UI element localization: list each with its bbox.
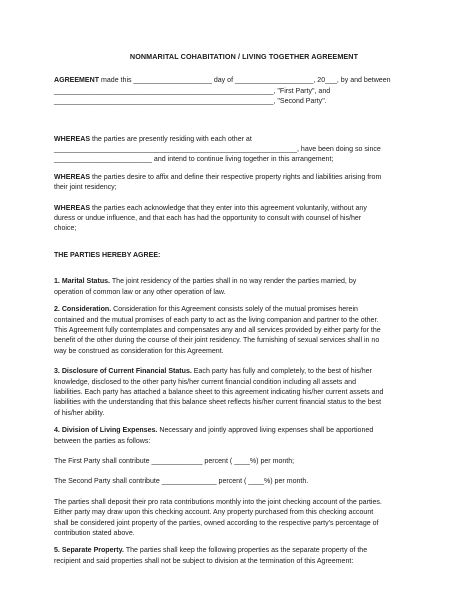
section-2-line-5: way be construed as consideration for this Agreement. bbox=[54, 347, 224, 355]
section-5-line-1: 5. Separate Property. The parties shall keep the following properties as the separate property of the bbox=[54, 547, 368, 555]
whereas-2-line-1: WHEREAS the parties desire to affix and define their respective property rights and liabilities arising from bbox=[54, 173, 382, 181]
agreement-intro bbox=[54, 76, 434, 107]
section-3-line-1: 3. Disclosure of Current Financial Status. Each party has fully and completely, to the best of his/her bbox=[54, 368, 372, 376]
second-party-contribution: The Second Party shall contribute ______________ percent ( ____%) per month. bbox=[54, 478, 309, 486]
section-3-line-5: of his/her ability. bbox=[54, 409, 105, 417]
section-4-para-line-3: shall be considered joint property of the parties, owned according to the respective party's percentage of bbox=[54, 519, 379, 527]
first-party-contribution: The First Party shall contribute _____________ percent ( ____%) per month; bbox=[54, 457, 295, 465]
section-3-line-3: liabilities. Each party has attached a balance sheet to this agreement indicating his/her current assets and bbox=[54, 388, 384, 396]
section-heading: 2. Consideration. bbox=[54, 306, 112, 314]
section-separate-property bbox=[54, 546, 434, 567]
section-3-line-2: knowledge, disclosed to the other party his/her current financial condition including all assets and bbox=[54, 378, 357, 386]
document-title: NONMARITAL COHABITATION / LIVING TOGETHER AGREEMENT bbox=[129, 52, 359, 61]
section-heading: 1. Marital Status. bbox=[54, 278, 111, 286]
section-4-para-line-4: contribution stated above. bbox=[54, 530, 135, 537]
whereas-2-line-2: their joint residency; bbox=[54, 184, 117, 192]
whereas-1-line-1: WHEREAS the parties are presently residing with each other at bbox=[54, 135, 252, 143]
whereas-voluntary bbox=[54, 204, 434, 235]
section-2-line-4: benefit of the other during the course of their joint residency. The furnishing of sexual services shall in no bbox=[54, 337, 380, 345]
section-financial-disclosure bbox=[54, 367, 434, 419]
section-heading: 3. Disclosure of Current Financial Status. bbox=[54, 368, 192, 376]
agreement-line-1: AGREEMENT made this ____________________ day of ____________________, 20___, by and between bbox=[54, 77, 391, 85]
section-3-line-4: liabilities with the understanding that this balance sheet reflects his/her current financial status to the best bbox=[54, 399, 382, 407]
section-4-para-line-2: Either party may draw upon this checking account. Any property purchased from this checking account bbox=[54, 509, 374, 517]
section-1-line-2: operation of common law or any other operation of law. bbox=[54, 288, 226, 296]
section-2-line-1: 2. Consideration. Consideration for this Agreement consists solely of the mutual promises herein bbox=[54, 306, 358, 314]
whereas-label: WHEREAS bbox=[54, 173, 91, 181]
whereas-3-line-3: choice; bbox=[54, 225, 77, 233]
section-1-line-1: 1. Marital Status. The joint residency of the parties shall in no way render the parties married, by bbox=[54, 278, 357, 286]
whereas-property-rights bbox=[54, 173, 434, 194]
agreement-line-3: ________________________________________________________, "Second Party". bbox=[54, 98, 327, 106]
section-heading: 5. Separate Property. bbox=[54, 547, 124, 555]
agreement-line-2: ________________________________________________________, "First Party", and bbox=[54, 87, 331, 95]
section-4-para-line-1: The parties shall deposit their pro rata contributions monthly into the joint checking account of the parties. bbox=[54, 498, 382, 506]
section-2-line-3: This Agreement fully contemplates and compensates any and all services provided by either party for the bbox=[54, 326, 381, 334]
section-2-line-2: contained and the mutual promises of each party to act as the living companion and partner to the other. bbox=[54, 316, 379, 324]
section-4-line-2: between the parties as follows: bbox=[54, 437, 151, 445]
section-5-line-2: recipient and said properties shall not be subject to division at the termination of this Agreement: bbox=[54, 557, 354, 565]
agreement-label: AGREEMENT bbox=[54, 77, 100, 85]
whereas-label: WHEREAS bbox=[54, 204, 91, 212]
whereas-label: WHEREAS bbox=[54, 135, 91, 143]
whereas-3-line-1: WHEREAS the parties each acknowledge that they enter into this agreement voluntarily, without any bbox=[54, 204, 367, 212]
section-living-expenses bbox=[54, 426, 434, 539]
whereas-1-line-2: ______________________________________________________________, have been doing so since bbox=[54, 146, 381, 154]
whereas-3-line-2: duress or undue influence, and that each has had the opportunity to consult with counsel of his/her bbox=[54, 215, 362, 223]
whereas-1-line-3: _________________________ and intend to continue living together in this arrangement; bbox=[54, 156, 334, 164]
section-heading: 4. Division of Living Expenses. bbox=[54, 427, 158, 435]
agree-heading: THE PARTIES HEREBY AGREE: bbox=[54, 251, 161, 259]
section-marital-status bbox=[54, 277, 434, 298]
whereas-residing bbox=[54, 135, 434, 166]
section-4-line-1: 4. Division of Living Expenses. Necessary and jointly approved living expenses shall be apportioned bbox=[54, 427, 374, 435]
section-consideration bbox=[54, 305, 434, 357]
